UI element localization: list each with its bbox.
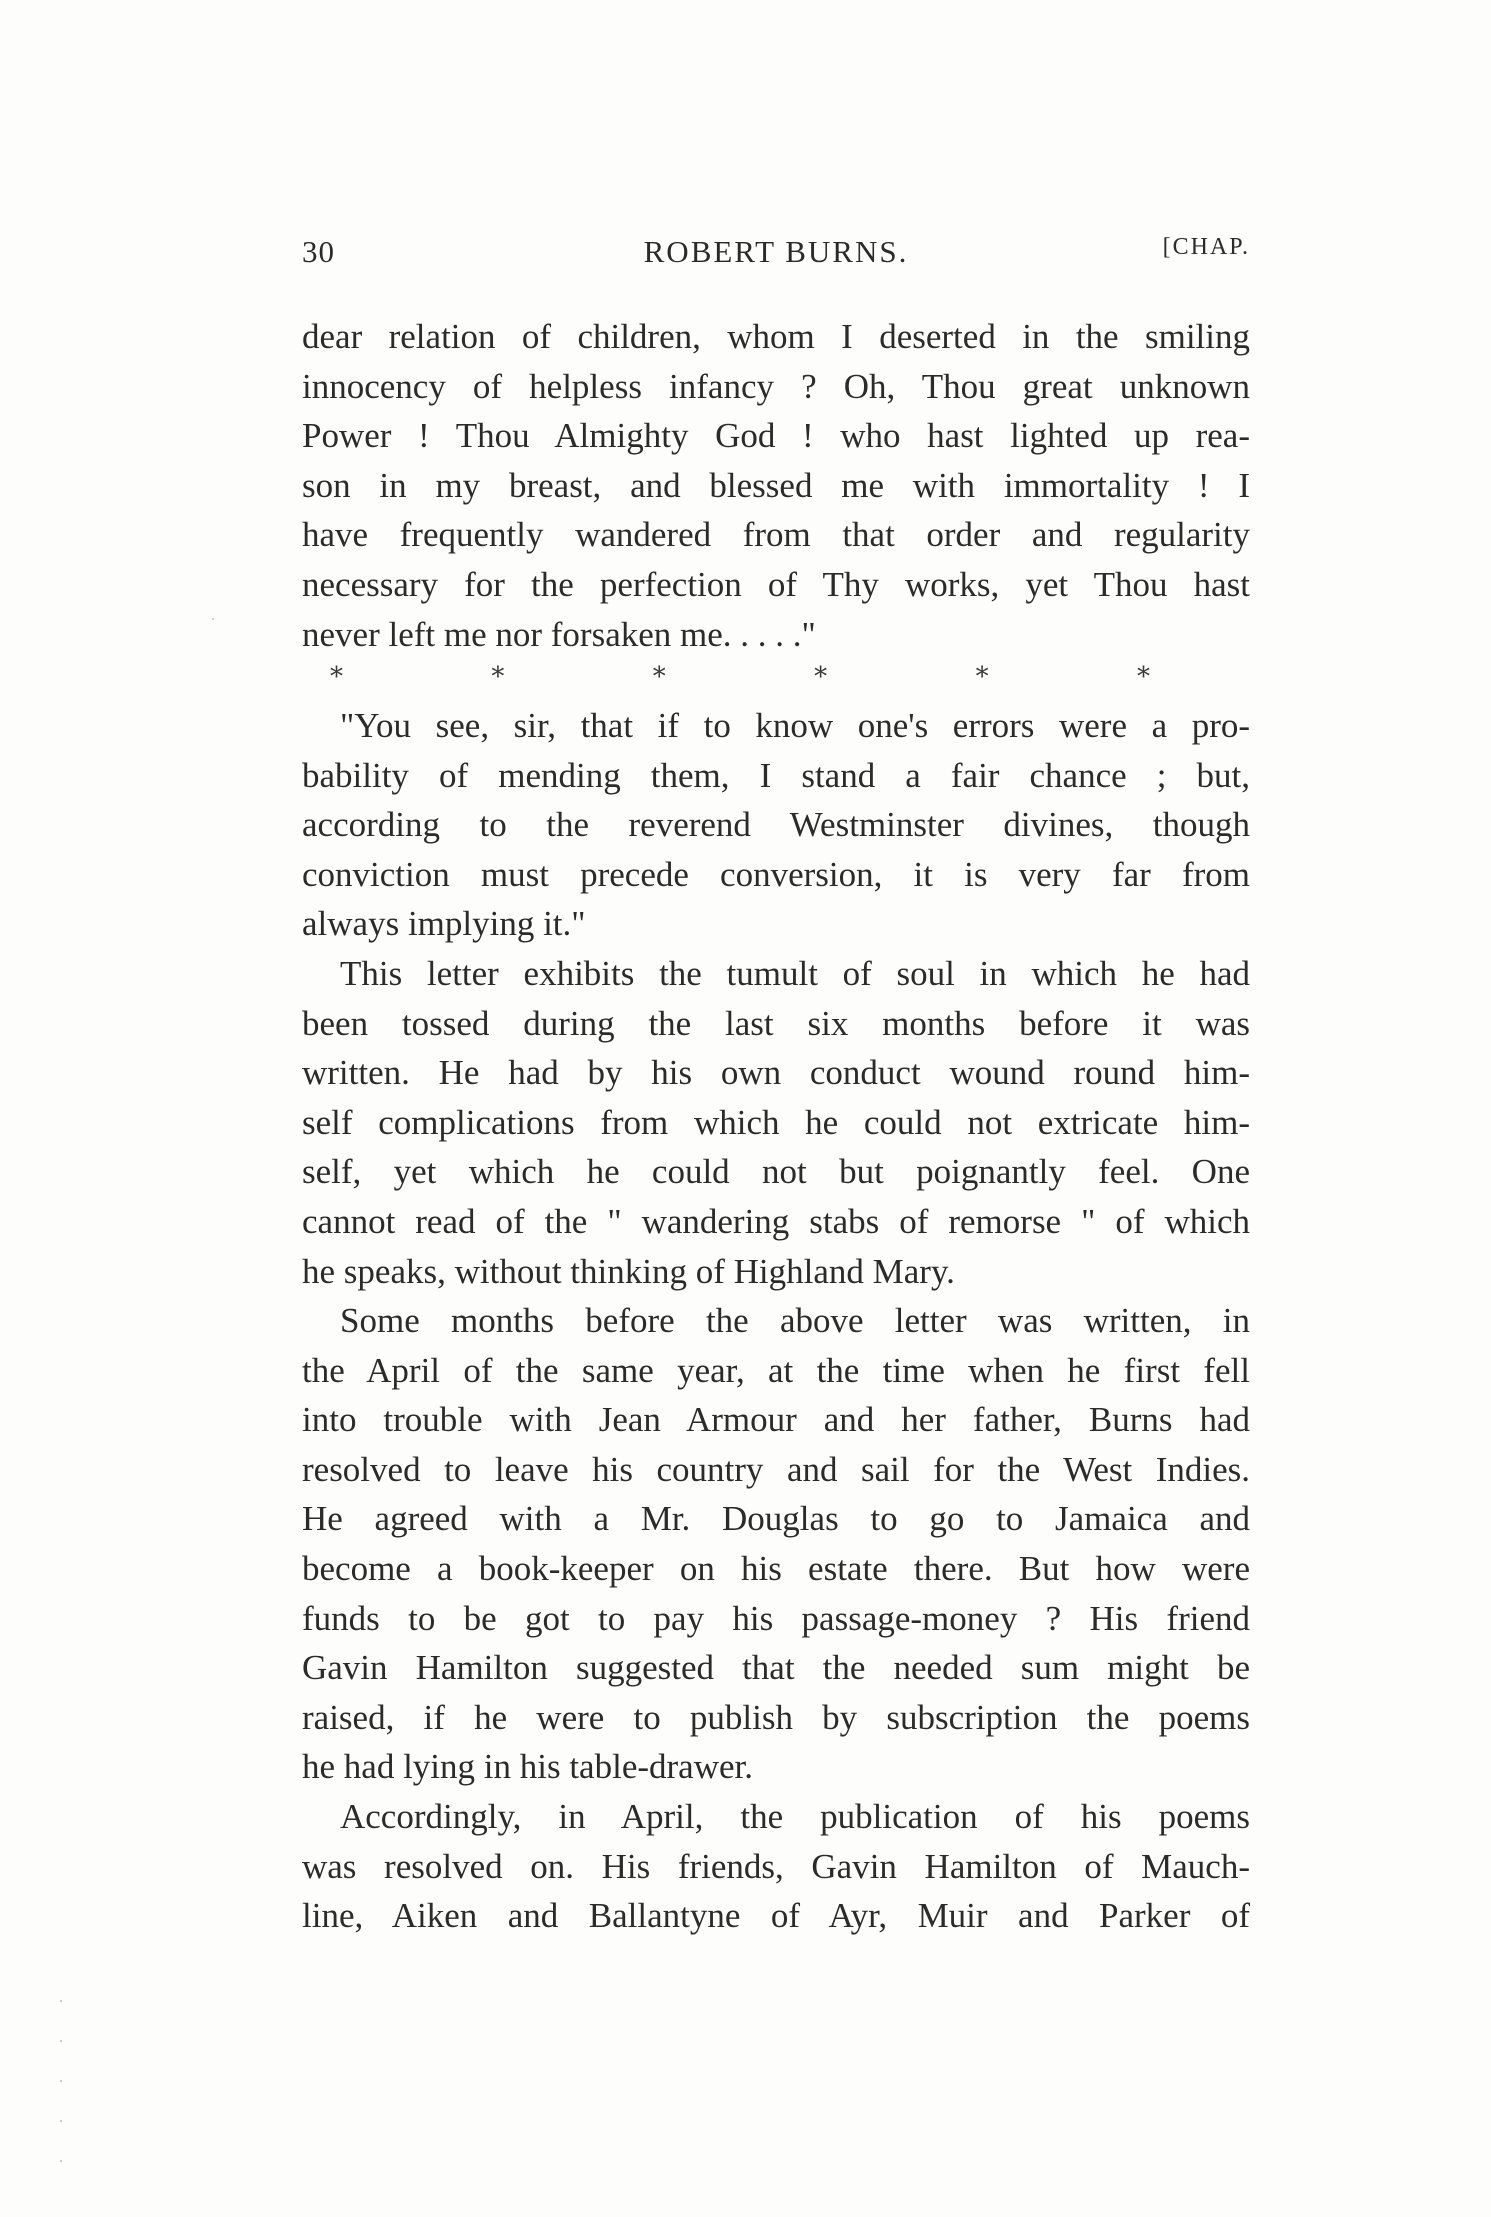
- text-line: never left me nor forsaken me. . . . .": [302, 614, 816, 654]
- asterisk: *: [814, 662, 828, 692]
- asterisk: *: [330, 662, 343, 692]
- text-line: become a book-keeper on his estate there. But how were: [302, 1548, 1250, 1588]
- text-line: This letter exhibits the tumult of soul in which he had: [340, 954, 1250, 993]
- text-line: according to the reverend Westminster divines, though: [302, 805, 1250, 845]
- paragraph-tumult: [302, 949, 1250, 1296]
- asterisk: *: [652, 662, 666, 692]
- text-line: was resolved on. His friends, Gavin Hamilton of Mauch-: [302, 1846, 1250, 1886]
- scan-speck: [60, 2040, 62, 2042]
- text-line: raised, if he were to publish by subscription the poems: [302, 1697, 1250, 1737]
- scan-speck: [60, 2080, 62, 2082]
- paragraph-letter-continuation: [302, 312, 1250, 659]
- text-line: funds to be got to pay his passage-money ? His friend: [302, 1598, 1250, 1638]
- paragraph-publication: [302, 1792, 1250, 1941]
- text-line: Power ! Thou Almighty God ! who hast lighted up rea-: [302, 416, 1250, 456]
- text-line: always implying it.": [302, 904, 586, 944]
- text-line: the April of the same year, at the time when he first fell: [302, 1350, 1250, 1390]
- paragraph-west-indies: [302, 1296, 1250, 1792]
- text-line: son in my breast, and blessed me with immortality ! I: [302, 465, 1250, 505]
- scan-speck: [60, 2000, 62, 2002]
- text-line: self, yet which he could not but poignantly feel. One: [302, 1152, 1250, 1192]
- text-line: "You see, sir, that if to know one's errors were a pro-: [340, 706, 1250, 745]
- asterisk: *: [491, 662, 505, 692]
- text-line: cannot read of the " wandering stabs of remorse " of which: [302, 1201, 1250, 1241]
- text-line: bability of mending them, I stand a fair chance ; but,: [302, 755, 1250, 795]
- text-line: have frequently wandered from that order and regularity: [302, 515, 1250, 555]
- chapter-mark: [CHAP.: [1162, 234, 1250, 260]
- scan-speck: [60, 2160, 62, 2162]
- text-line: conviction must precede conversion, it is very far from: [302, 854, 1250, 894]
- text-line: dear relation of children, whom I deserted in the smiling: [302, 317, 1250, 356]
- text-line: He agreed with a Mr. Douglas to go to Jamaica and: [302, 1499, 1250, 1539]
- text-line: Some months before the above letter was written, in: [340, 1301, 1250, 1340]
- running-title: ROBERT BURNS.: [643, 234, 909, 269]
- text-line: resolved to leave his country and sail for the West Indies.: [302, 1449, 1250, 1489]
- asterisk-divider: [330, 662, 1150, 692]
- text-line: Accordingly, in April, the publication of his poems: [340, 1797, 1250, 1836]
- paragraph-letter-closing: [302, 701, 1250, 949]
- text-line: written. He had by his own conduct wound round him-: [302, 1053, 1250, 1093]
- text-line: line, Aiken and Ballantyne of Ayr, Muir and Parker of: [302, 1896, 1250, 1936]
- text-line: into trouble with Jean Armour and her father, Burns had: [302, 1400, 1250, 1440]
- scan-speck: [60, 2120, 62, 2122]
- text-line: he speaks, without thinking of Highland Mary.: [302, 1251, 955, 1291]
- text-line: self complications from which he could not extricate him-: [302, 1102, 1250, 1142]
- page-number: 30: [302, 234, 335, 269]
- asterisk: *: [1136, 662, 1150, 692]
- text-line: Gavin Hamilton suggested that the needed sum might be: [302, 1648, 1250, 1688]
- text-line: necessary for the perfection of Thy works, yet Thou hast: [302, 564, 1250, 604]
- text-line: been tossed during the last six months before it was: [302, 1003, 1250, 1043]
- scan-speck: [212, 618, 214, 620]
- asterisk: *: [975, 662, 989, 692]
- text-line: he had lying in his table-drawer.: [302, 1747, 753, 1787]
- running-head: [302, 234, 1250, 278]
- text-line: innocency of helpless infancy ? Oh, Thou great unknown: [302, 366, 1250, 406]
